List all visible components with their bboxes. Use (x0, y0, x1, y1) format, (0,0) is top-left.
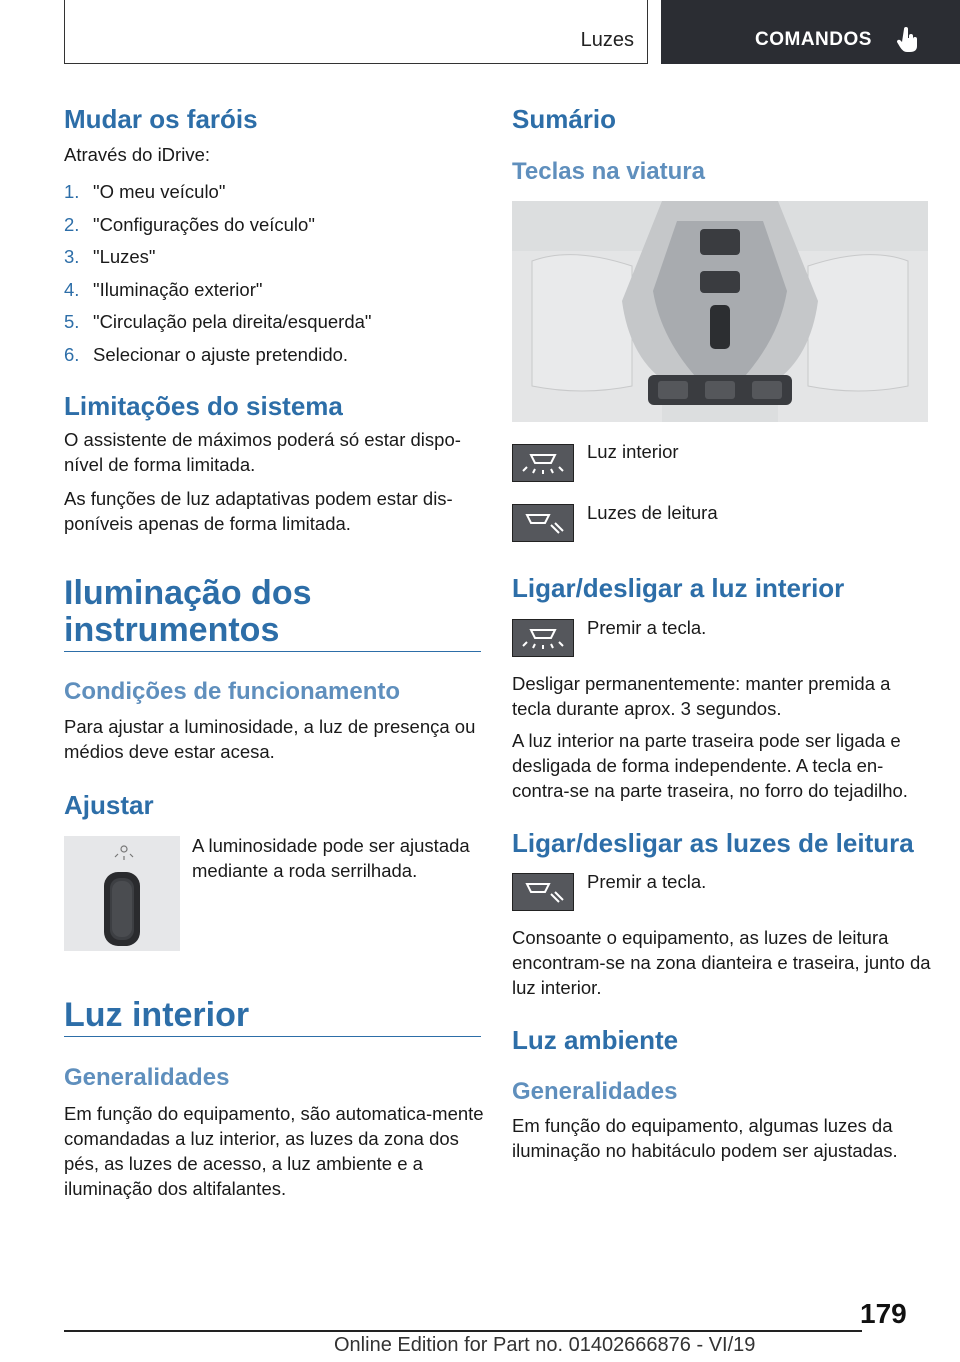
list-item: 5. "Circulação pela direita/esquerda" (64, 311, 372, 332)
header-chapter-label: COMANDOS (755, 29, 872, 50)
heading-iluminacao-instrumentos-line1: Iluminação dos (64, 574, 312, 612)
paragraph-consoante: Consoante o equipamento, as luzes de leitura encontram-se na zona dianteira e traseira, junto da luz interior. (512, 927, 931, 998)
heading-ajustar: Ajustar (64, 790, 154, 820)
list-item: 2. "Configurações do veículo" (64, 213, 315, 235)
header-box (64, 0, 648, 64)
heading-limitacoes: Limitações do sistema (64, 391, 343, 421)
paragraph-premir-tecla: Premir a tecla. (587, 617, 707, 638)
section-divider (64, 1036, 481, 1037)
heading-luz-interior: Luz interior (64, 996, 250, 1034)
paragraph-desligar: Desligar permanentemente: manter premida a tecla durante aprox. 3 segundos. (512, 673, 891, 719)
paragraph-limitacoes-2: As funções de luz adaptativas podem estar dis-poníveis apenas de forma limitada. (64, 488, 453, 534)
footer-divider (64, 1330, 862, 1332)
paragraph-via-idrive: Através do iDrive: (64, 144, 210, 165)
page-number: 179 (860, 1298, 907, 1329)
heading-ligar-luzes-leitura: Ligar/desligar as luzes de leitura (512, 828, 914, 858)
paragraph-premir-tecla-2: Premir a tecla. (587, 871, 707, 892)
heading-luz-ambiente: Luz ambiente (512, 1025, 679, 1055)
heading-teclas: Teclas na viatura (512, 158, 705, 185)
paragraph-ajustar: A luminosidade pode ser ajustada mediante a roda serrilhada. (192, 835, 470, 881)
steps-list (64, 176, 484, 371)
interior-light-key (512, 619, 574, 657)
paragraph-traseira: A luz interior na parte traseira pode ser ligada e desligada de forma independente. A tecla en-contra-se na parte traseira, no forro do tejadilho. (512, 730, 908, 801)
list-item: 4. "Iluminação exterior" (64, 278, 263, 300)
paragraph-generalidades: Em função do equipamento, são automatica-mente comandadas a luz interior, as luzes da zona dos pés, as luzes de acesso, a luz ambiente e a iluminação dos altifalantes. (64, 1103, 484, 1199)
heading-generalidades-ambiente: Generalidades (512, 1078, 678, 1105)
header-section-title: Luzes (580, 29, 634, 51)
key-label-luzes-leitura: Luzes de leitura (587, 502, 718, 523)
header-chapter-tab (661, 0, 960, 64)
heading-iluminacao-instrumentos-line2: instrumentos (64, 611, 280, 649)
heading-sumario: Sumário (512, 104, 617, 134)
interior-light-key (512, 444, 574, 482)
heading-mudar-farois: Mudar os faróis (64, 104, 258, 134)
interior-light-icon (513, 445, 573, 481)
heading-condicoes: Condições de funcionamento (64, 678, 401, 705)
heading-generalidades: Generalidades (64, 1064, 230, 1091)
dimmer-wheel-image (64, 836, 180, 951)
list-item: 3. "Luzes" (64, 246, 156, 267)
key-label-luz-interior: Luz interior (587, 441, 679, 462)
section-divider (64, 651, 481, 652)
reading-light-icon (513, 505, 573, 541)
reading-light-icon (513, 874, 573, 910)
reading-light-key (512, 873, 574, 911)
list-item: 6. Selecionar o ajuste pretendido. (64, 343, 349, 365)
reading-light-key (512, 504, 574, 542)
footer-edition: Online Edition for Part no. 01402666876 - VI/19 (334, 1334, 756, 1356)
hand-pointer-icon (897, 27, 919, 53)
heading-ligar-luz-interior: Ligar/desligar a luz interior (512, 573, 845, 603)
list-item: 1. "O meu veículo" (64, 181, 226, 202)
paragraph-ambiente: Em função do equipamento, algumas luzes da iluminação no habitáculo podem ser ajustadas. (512, 1115, 898, 1161)
roof-console-image (512, 201, 928, 422)
paragraph-limitacoes-1: O assistente de máximos poderá só estar dispo-nível de forma limitada. (64, 429, 461, 475)
paragraph-condicoes: Para ajustar a luminosidade, a luz de presença ou médios deve estar acesa. (64, 716, 476, 762)
interior-light-icon (513, 620, 573, 656)
